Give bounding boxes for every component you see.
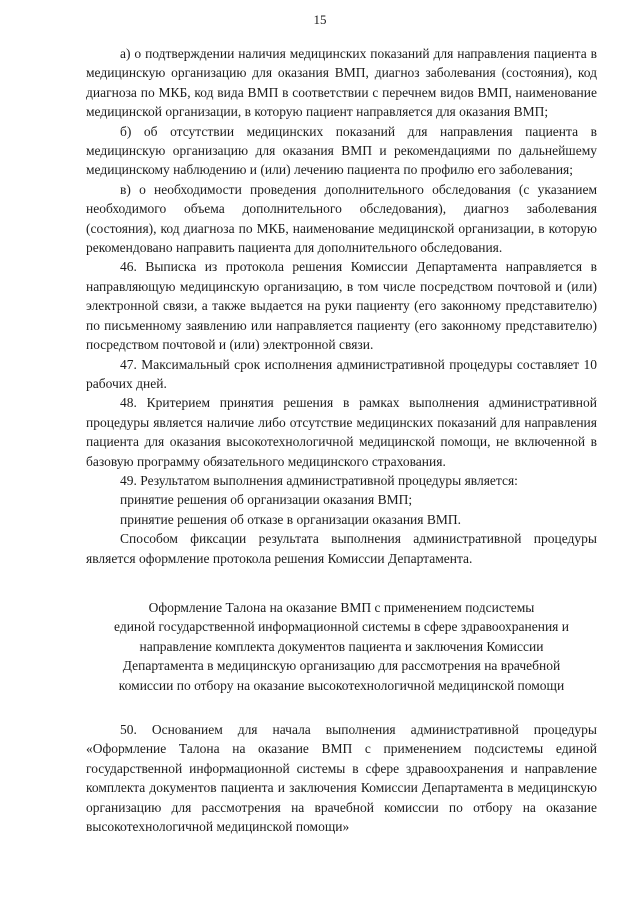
document-body (86, 44, 597, 836)
paragraph-item-c: в) о необходимости проведения дополнительного обследования (с указанием необходимого объема дополнительного обследования), диагноз заболевания (состояния), код диагноза по МКБ, наименование медицинской организации, в которую рекомендовано направить пациента для дополнительного обследования. (86, 181, 597, 256)
result-option-organize: принятие решения об организации оказания ВМП; (120, 492, 413, 508)
section-heading-line: Оформление Талона на оказание ВМП с применением подсистемы (148, 599, 535, 615)
section-heading-line: Департамента в медицинскую организацию для рассмотрения на врачебной (122, 658, 561, 674)
paragraph-item-b: б) об отсутствии медицинских показаний для направления пациента в медицинскую организацию для оказания ВМП и рекомендациями по дальнейшему медицинскому наблюдению и (или) лечению пациента по профилю его заболевания; (86, 123, 597, 178)
paragraph-item-a: а) о подтверждении наличия медицинских показаний для направления пациента в медицинскую организацию для оказания ВМП, диагноз заболевания (состояния), код диагноза по МКБ, код вида ВМП в соответствии с перечнем видов ВМП, наименование медицинской организации, в которую пациент направляется для оказания ВМП; (86, 46, 597, 120)
section-heading-line: направление комплекта документов пациента и заключения Комиссии (139, 638, 544, 654)
result-option-refuse: принятие решения об отказе в организации оказания ВМП. (120, 511, 461, 527)
section-heading (86, 598, 597, 695)
paragraph-47: 47. Максимальный срок исполнения административной процедуры составляет 10 рабочих дней. (86, 356, 597, 391)
paragraph-49: 49. Результатом выполнения административной процедуры является: (120, 472, 518, 488)
paragraph-48: 48. Критерием принятия решения в рамках выполнения административной процедуры является наличие либо отсутствие медицинских показаний для направления пациента для оказания высокотехнологичной медицинской помощи, не включенной в базовую программу обязательного медицинского страхования. (86, 395, 597, 469)
paragraph-50: 50. Основанием для начала выполнения административной процедуры «Оформление Талона на оказание ВМП с применением подсистемы единой государственной информационной системы в сфере здравоохранения и направление комплекта документов пациента и заключения Комиссии Департамента в медицинскую организацию для рассмотрения на врачебной комиссии по отбору на оказание высокотехнологичной медицинской помощи» (86, 722, 597, 835)
section-heading-line: единой государственной информационной системы в сфере здравоохранения и (114, 619, 569, 635)
result-fixation-paragraph: Способом фиксации результата выполнения административной процедуры является оформление протокола решения Комиссии Департамента. (86, 531, 597, 566)
page-number: 15 (313, 12, 327, 27)
section-heading-line: комиссии по отбору на оказание высокотехнологичной медицинской помощи (118, 677, 565, 693)
paragraph-46: 46. Выписка из протокола решения Комиссии Департамента направляется в направляющую медицинскую организацию, в том числе посредством почтовой и (или) электронной связи, а также выдается на руки пациенту (его законному представителю) по письменному заявлению или направляется пациенту (его законному представителю) посредством почтовой и (или) электронной связи. (86, 259, 597, 353)
